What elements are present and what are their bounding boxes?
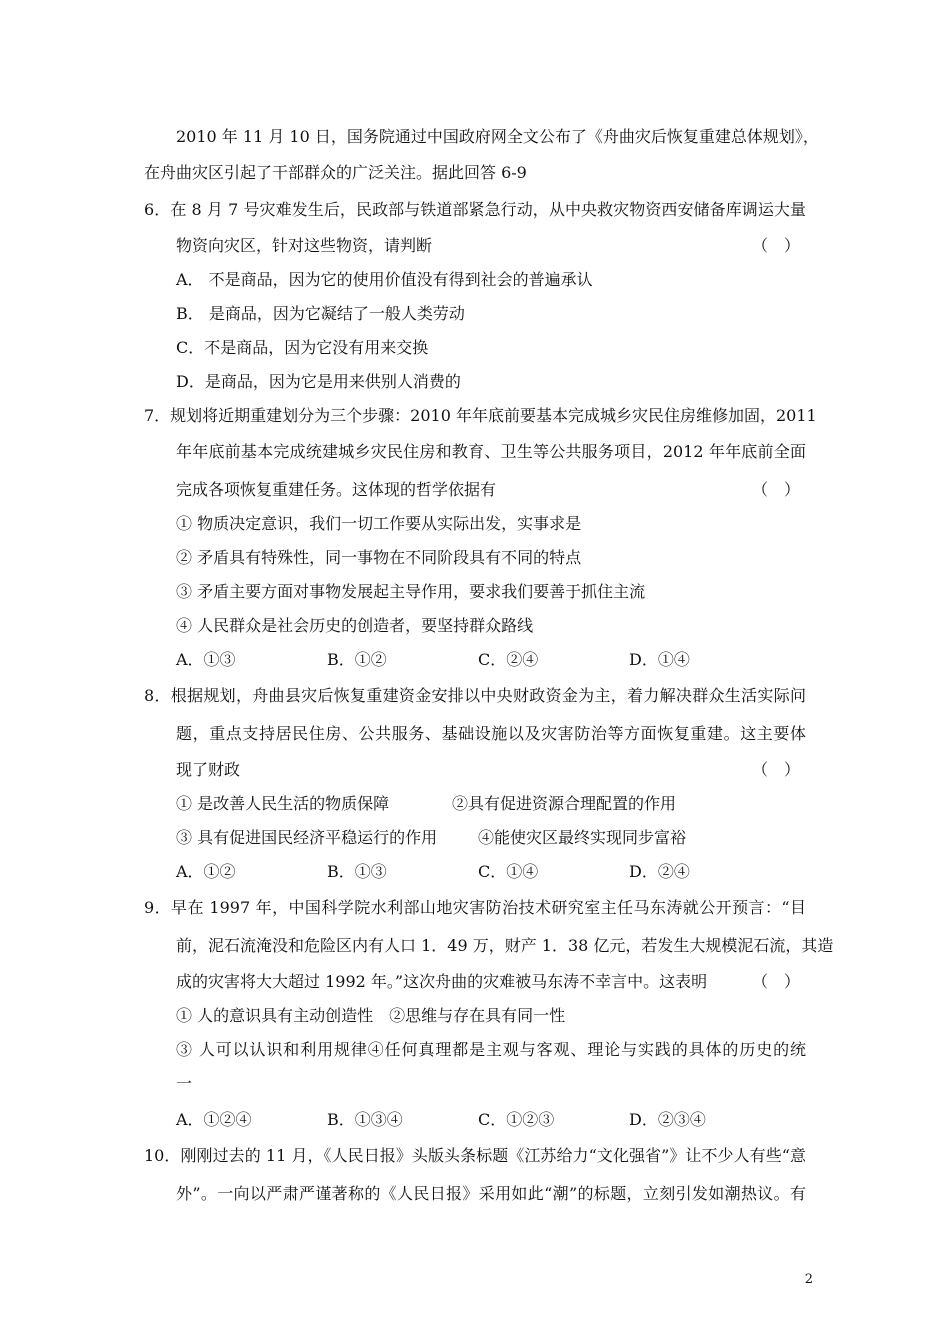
- option-b: B． 是商品，因为它凝结了一般人类劳动: [176, 304, 465, 323]
- statement-row-3: 一: [176, 1074, 193, 1093]
- page-number: 2: [804, 1272, 813, 1287]
- question-9-stem: 9．早在 1997 年，中国科学院水利部山地灾害防治技术研究室主任马东涛就公开预言：“目: [144, 898, 806, 917]
- answer-paren: （ ）: [752, 972, 801, 991]
- option-c: C．不是商品，因为它没有用来交换: [176, 338, 429, 357]
- statement-3: ③ 矛盾主要方面对事物发展起主导作用，要求我们要善于抓住主流: [176, 582, 646, 601]
- question-7-stem-cont: 年年底前基本完成统建城乡灾民住房和教育、卫生等公共服务项目，2012 年年底前全面: [176, 442, 806, 461]
- intro-line-1: 2010 年 11 月 10 日，国务院通过中国政府网全文公布了《舟曲灾后恢复重建总体规划》，: [176, 127, 819, 146]
- choice-a: A．①③: [176, 650, 236, 669]
- statement-4: ④ 人民群众是社会历史的创造者，要坚持群众路线: [176, 616, 534, 635]
- choice-a: A．①②: [176, 862, 236, 881]
- option-a: A． 不是商品，因为它的使用价值没有得到社会的普遍承认: [176, 270, 593, 289]
- question-8-stem: 8．根据规划，舟曲县灾后恢复重建资金安排以中央财政资金为主，着力解决群众生活实际问: [144, 686, 806, 705]
- question-10-stem: 10．刚刚过去的 11 月，《人民日报》头版头条标题《江苏给力“文化强省”》让不少人有些“意: [144, 1146, 806, 1165]
- choice-d: D．②③④: [629, 1110, 706, 1129]
- question-8-stem-cont: 题，重点支持居民住房、公共服务、基础设施以及灾害防治等方面恢复重建。这主要体: [176, 724, 806, 743]
- choice-c: C．①②③: [478, 1110, 555, 1129]
- question-9-stem-cont: 成的灾害将大大超过 1992 年。”这次舟曲的灾难被马东涛不幸言中。这表明: [176, 972, 708, 991]
- choice-c: C．①④: [478, 862, 539, 881]
- question-6-stem-cont: 物资向灾区，针对这些物资，请判断: [176, 236, 433, 255]
- statement-1: ① 物质决定意识，我们一切工作要从实际出发，实事求是: [176, 514, 582, 533]
- statement-2: ②具有促进资源合理配置的作用: [452, 794, 677, 813]
- choice-b: B．①③④: [327, 1110, 403, 1129]
- question-6-stem: 6．在 8 月 7 号灾难发生后，民政部与铁道部紧急行动，从中央救灾物资西安储备库调运大量: [144, 200, 806, 219]
- choice-a: A．①②④: [176, 1110, 252, 1129]
- question-7-stem: 7．规划将近期重建划分为三个步骤：2010 年年底前要基本完成城乡灾民住房维修加固，2011: [144, 406, 817, 425]
- choice-d: D．①④: [629, 650, 690, 669]
- answer-paren: （ ）: [752, 480, 801, 499]
- question-9-stem-cont: 前，泥石流淹没和危险区内有人口 1．49 万，财产 1．38 亿元，若发生大规模泥石流，其造: [176, 936, 834, 955]
- question-10-stem-cont: 外”。一向以严肃严谨著称的《人民日报》采用如此“潮”的标题，立刻引发如潮热议。有: [176, 1184, 806, 1203]
- answer-paren: （ ）: [752, 236, 801, 255]
- intro-line-2: 在舟曲灾区引起了干部群众的广泛关注。据此回答 6-9: [144, 163, 527, 182]
- question-7-stem-cont: 完成各项恢复重建任务。这体现的哲学依据有: [176, 480, 497, 499]
- statement-row-2: ③ 人可以认识和利用规律④任何真理都是主观与客观、理论与实践的具体的历史的统: [176, 1040, 806, 1059]
- choice-c: C．②④: [478, 650, 539, 669]
- choice-b: B．①②: [327, 650, 387, 669]
- choice-b: B．①③: [327, 862, 387, 881]
- statement-3: ③ 具有促进国民经济平稳运行的作用: [176, 828, 438, 847]
- statement-2: ② 矛盾具有特殊性，同一事物在不同阶段具有不同的特点: [176, 548, 582, 567]
- answer-paren: （ ）: [752, 760, 801, 779]
- choice-d: D．②④: [629, 862, 690, 881]
- option-d: D．是商品，因为它是用来供别人消费的: [176, 372, 461, 391]
- statement-row-1: ① 人的意识具有主动创造性 ②思维与存在具有同一性: [176, 1006, 566, 1025]
- statement-1: ① 是改善人民生活的物质保障: [176, 794, 390, 813]
- statement-4: ④能使灾区最终实现同步富裕: [478, 828, 687, 847]
- question-8-stem-cont: 现了财政: [176, 760, 241, 779]
